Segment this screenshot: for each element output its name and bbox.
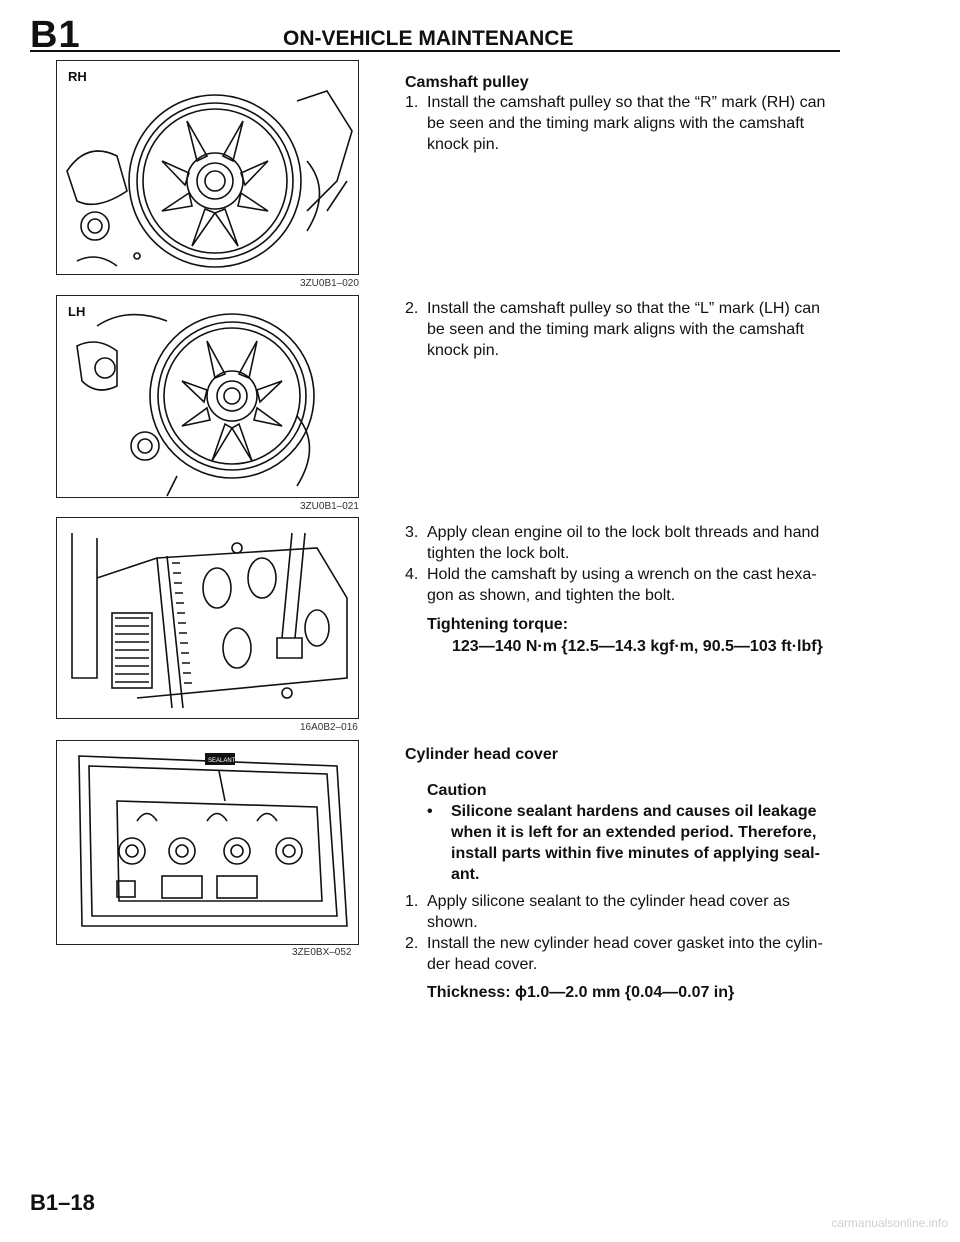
- figure-rh-pulley: [56, 60, 359, 275]
- figure-lh-pulley: [56, 295, 359, 498]
- step-text: Apply clean engine oil to the lock bolt threads and hand tighten the lock bolt.: [427, 524, 820, 562]
- figure-camshaft-wrench: [56, 517, 359, 719]
- figure-tag-rh: RH: [68, 69, 87, 84]
- figure-code-3: 16A0B2–016: [300, 722, 358, 733]
- bullet: •: [427, 803, 433, 820]
- lh-pulley-illustration: [57, 296, 358, 497]
- caution-item: [427, 801, 842, 885]
- figure-head-cover-sealant: [56, 740, 359, 945]
- cover-step-1: [405, 891, 840, 933]
- head-cover-illustration: [57, 741, 358, 944]
- cover-step-2: [405, 933, 840, 975]
- section-code: B1: [30, 14, 81, 56]
- step-number: 2.: [405, 935, 419, 952]
- torque-value: 123—140 N·m {12.5—14.3 kgf·m, 90.5—103 ft·lbf}: [452, 638, 823, 655]
- figure-code-1: 3ZU0B1–020: [300, 278, 359, 289]
- thickness-spec: Thickness: ϕ1.0—2.0 mm {0.04—0.07 in}: [427, 984, 735, 1001]
- sealant-tag: SEALANT: [208, 758, 236, 764]
- step-text: Hold the camshaft by using a wrench on the cast hexa-gon as shown, and tighten the bolt.: [427, 566, 817, 604]
- step-text: Apply silicone sealant to the cylinder head cover as shown.: [427, 893, 790, 931]
- step-number: 1.: [405, 94, 419, 111]
- camshaft-step-2: [405, 298, 840, 361]
- step-number: 2.: [405, 300, 419, 317]
- camshaft-heading: Camshaft pulley: [405, 74, 529, 91]
- camshaft-step-1: [405, 92, 840, 155]
- rh-pulley-illustration: [57, 61, 358, 274]
- caution-label: Caution: [427, 782, 487, 799]
- cover-heading: Cylinder head cover: [405, 746, 558, 763]
- figure-code-2: 3ZU0B1–021: [300, 501, 359, 512]
- page-title: ON-VEHICLE MAINTENANCE: [283, 27, 574, 50]
- step-text: Install the camshaft pulley so that the “L” mark (LH) can be seen and the timing mark aligns with the camshaft knock pin.: [427, 300, 821, 359]
- step-number: 4.: [405, 566, 419, 583]
- header-rule: [30, 50, 840, 52]
- camshaft-step-3: [405, 522, 840, 564]
- step-number: 3.: [405, 524, 419, 541]
- camshaft-step-4: [405, 564, 840, 606]
- caution-text: Silicone sealant hardens and causes oil leakage when it is left for an extended period. Therefore, install parts within five minutes of applying seal-ant.: [451, 803, 820, 883]
- figure-tag-lh: LH: [68, 304, 86, 319]
- camshaft-wrench-illustration: [57, 518, 358, 718]
- figure-code-4: 3ZE0BX–052: [292, 947, 352, 958]
- step-text: Install the new cylinder head cover gasket into the cylin-der head cover.: [427, 935, 823, 973]
- watermark: carmanualsonline.info: [831, 1216, 948, 1230]
- step-number: 1.: [405, 893, 419, 910]
- page-number: B1–18: [30, 1190, 95, 1215]
- torque-label: Tightening torque:: [427, 616, 569, 633]
- step-text: Install the camshaft pulley so that the “R” mark (RH) can be seen and the timing mark aligns with the camshaft knock pin.: [427, 94, 826, 153]
